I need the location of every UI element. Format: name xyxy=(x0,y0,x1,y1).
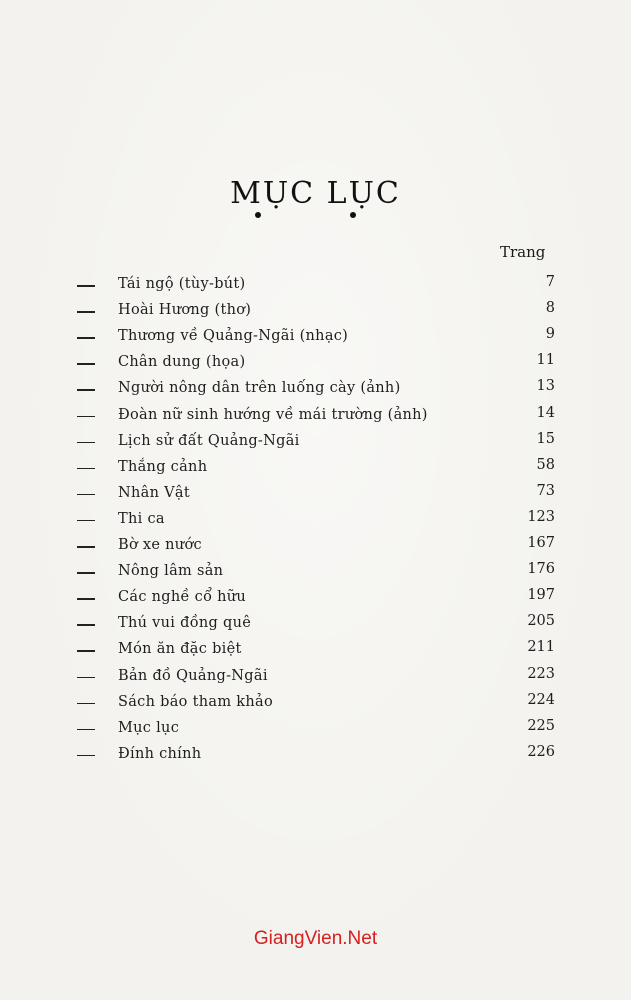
toc-entry xyxy=(0,717,631,746)
toc-entry-dash xyxy=(77,572,95,574)
toc-entry xyxy=(0,302,631,328)
toc-entry xyxy=(0,430,631,459)
toc-entry-title: Thi ca xyxy=(118,510,165,527)
toc-entry xyxy=(0,743,631,772)
toc-entry xyxy=(0,456,631,485)
toc-entry-title: Hoài Hương (thơ) xyxy=(118,302,252,319)
toc-entry-dash xyxy=(77,520,95,522)
toc-entry-dash xyxy=(77,729,95,731)
toc-entry-dash xyxy=(77,494,95,496)
toc-entry xyxy=(0,589,631,615)
toc-entry-page-number: 14 xyxy=(536,404,555,421)
title-diacritic-dot xyxy=(350,212,356,218)
toc-entry-dash xyxy=(77,311,95,313)
toc-entry-dash xyxy=(77,389,95,391)
toc-entry-title: Nông lâm sản xyxy=(118,563,224,580)
toc-entry xyxy=(0,508,631,537)
toc-entry-page-number: 167 xyxy=(527,535,555,551)
toc-entry-dash xyxy=(77,468,95,470)
toc-entry xyxy=(0,380,631,406)
toc-entry-page-number: 73 xyxy=(536,482,555,499)
toc-entry-title: Bờ xe nước xyxy=(118,537,202,553)
toc-entry xyxy=(0,482,631,511)
toc-entry xyxy=(0,563,631,589)
toc-entry-page-number: 211 xyxy=(527,639,555,656)
toc-entry-title: Bản đồ Quảng-Ngãi xyxy=(118,667,268,684)
toc-entry-title: Lịch sử đất Quảng-Ngãi xyxy=(118,432,300,449)
toc-entry-dash xyxy=(77,624,95,626)
toc-entry xyxy=(0,665,631,694)
toc-entry xyxy=(0,404,631,433)
toc-entry-page-number: 197 xyxy=(527,587,555,604)
toc-entry-title: Thương về Quảng-Ngãi (nhạc) xyxy=(118,328,349,345)
toc-entry-title: Chân dung (họa) xyxy=(118,354,246,371)
toc-entry-title: Sách báo tham khảo xyxy=(118,693,273,710)
page-column-header: Trang xyxy=(500,243,546,261)
toc-entry-dash xyxy=(77,337,95,339)
toc-entry-dash xyxy=(77,416,95,418)
toc-entry-title: Đoàn nữ sinh hướng về mái trường (ảnh) xyxy=(118,406,428,423)
toc-entry-page-number: 7 xyxy=(545,274,555,290)
toc-entry-page-number: 223 xyxy=(527,665,555,682)
toc-entry xyxy=(0,276,631,302)
toc-entry xyxy=(0,615,631,641)
toc-entry-title: Mục lục xyxy=(118,719,180,736)
toc-entry-title: Đính chính xyxy=(118,745,202,762)
toc-entry-page-number: 123 xyxy=(527,508,555,525)
toc-entry-dash xyxy=(77,363,95,365)
toc-entry-title: Thú vui đồng quê xyxy=(118,615,252,632)
toc-entry xyxy=(0,354,631,380)
toc-entry-dash xyxy=(77,285,95,287)
toc-entry-title: Món ăn đặc biệt xyxy=(118,641,242,658)
toc-entry-dash xyxy=(77,546,95,548)
toc-entry-dash xyxy=(77,650,95,652)
toc-entry-page-number: 224 xyxy=(527,691,555,708)
title-diacritic-dot xyxy=(255,212,261,218)
toc-entry-page-number: 15 xyxy=(536,430,555,447)
toc-entry xyxy=(0,537,631,563)
toc-entry-title: Người nông dân trên luống cày (ảnh) xyxy=(118,380,401,397)
toc-entry-page-number: 13 xyxy=(536,378,555,395)
toc-entry-page-number: 8 xyxy=(545,300,555,317)
toc-entry-title: Tái ngộ (tùy-bút) xyxy=(118,276,246,292)
toc-entry xyxy=(0,328,631,354)
toc-entry xyxy=(0,641,631,667)
toc-entry-dash xyxy=(77,703,95,705)
toc-entry-dash xyxy=(77,677,95,679)
toc-entry-page-number: 205 xyxy=(527,613,555,630)
toc-entry-dash xyxy=(77,598,95,600)
toc-entry-title: Nhân Vật xyxy=(118,484,190,501)
toc-entry-page-number: 9 xyxy=(545,326,555,343)
toc-entry-title: Thắng cảnh xyxy=(118,458,208,475)
toc-entry-page-number: 226 xyxy=(527,743,555,760)
toc-entry-dash xyxy=(77,442,95,444)
watermark: GiangVien.Net xyxy=(253,928,378,949)
page-title: MỤC LỤC xyxy=(230,176,401,211)
toc-entry-title: Các nghề cổ hữu xyxy=(118,589,247,606)
toc-entry-page-number: 176 xyxy=(527,561,555,578)
toc-entry-dash xyxy=(77,755,95,757)
toc-entry xyxy=(0,691,631,720)
toc-entry-page-number: 225 xyxy=(527,717,555,734)
toc-entry-page-number: 11 xyxy=(536,352,555,369)
toc-entry-page-number: 58 xyxy=(536,456,555,473)
